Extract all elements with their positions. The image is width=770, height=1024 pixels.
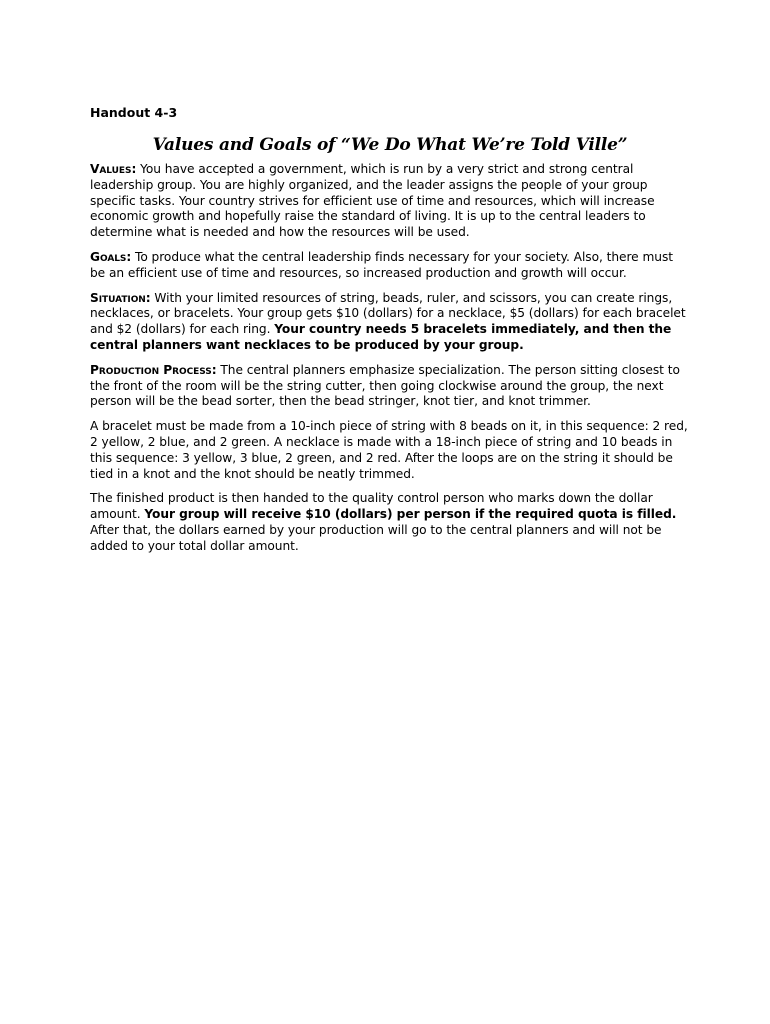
values-text: You have accepted a government, which is run by a very strict and strong central leadership group. You are highly organized, and the leader assigns the people of your group specific tasks. Your country strives for efficient use of time and resources, which will increase economic growth and hopefully raise the standard of living. It is up to the central leaders to determine what is needed and how the resources will be used. [90, 162, 655, 240]
situation-paragraph [90, 291, 690, 354]
production-paragraph [90, 363, 690, 410]
goals-paragraph [90, 250, 690, 282]
goals-text: To produce what the central leadership finds necessary for your society. Also, there must be an efficient use of time and resources, so increased production and growth will occur. [90, 249, 673, 280]
handout-label: Handout 4-3 [90, 105, 178, 120]
bracelet-paragraph: A bracelet must be made from a 10-inch piece of string with 8 beads on it, in this sequence: 2 red, 2 yellow, 2 blue, and 2 green. A necklace is made with a 18-inch piece of string and 10 beads in this sequence: 3 yellow, 3 blue, 2 green, and 2 red. After the loops are on the string it should be tied in a knot and the knot should be neatly trimmed. [90, 419, 688, 481]
finished-text-before: The finished product is then handed to the quality control person who marks down the dollar amount. [90, 491, 653, 522]
finished-text-after: After that, the dollars earned by your production will go to the central planners and will not be added to your total dollar amount. [90, 522, 662, 553]
situation-bold-text: Your country needs 5 bracelets immediately, and then the central planners want necklaces to be produced by your group. [90, 322, 672, 352]
production-label: Production Process: [90, 362, 217, 377]
situation-label: Situation: [90, 290, 151, 305]
finished-bold-text: Your group will receive $10 (dollars) per person if the required quota is filled. [144, 507, 677, 522]
situation-text: With your limited resources of string, beads, ruler, and scissors, you can create rings, necklaces, or bracelets. Your group gets $10 (dollars) for a necklace, $5 (dollars) for each bracelet and $2 (dollars) for each ring. [90, 290, 686, 337]
production-text: The central planners emphasize specialization. The person sitting closest to the front of the room will be the string cutter, then going clockwise around the group, the next person will be the bead sorter, then the bead stringer, knot tier, and knot trimmer. [90, 362, 680, 409]
values-label: Values: [90, 162, 137, 176]
goals-label: Goals: [90, 249, 132, 264]
handout-page [90, 104, 690, 564]
finished-paragraph [90, 491, 690, 554]
values-paragraph [90, 162, 690, 241]
page-title: Values and Goals of “We Do What We’re Told Ville” [152, 135, 628, 155]
